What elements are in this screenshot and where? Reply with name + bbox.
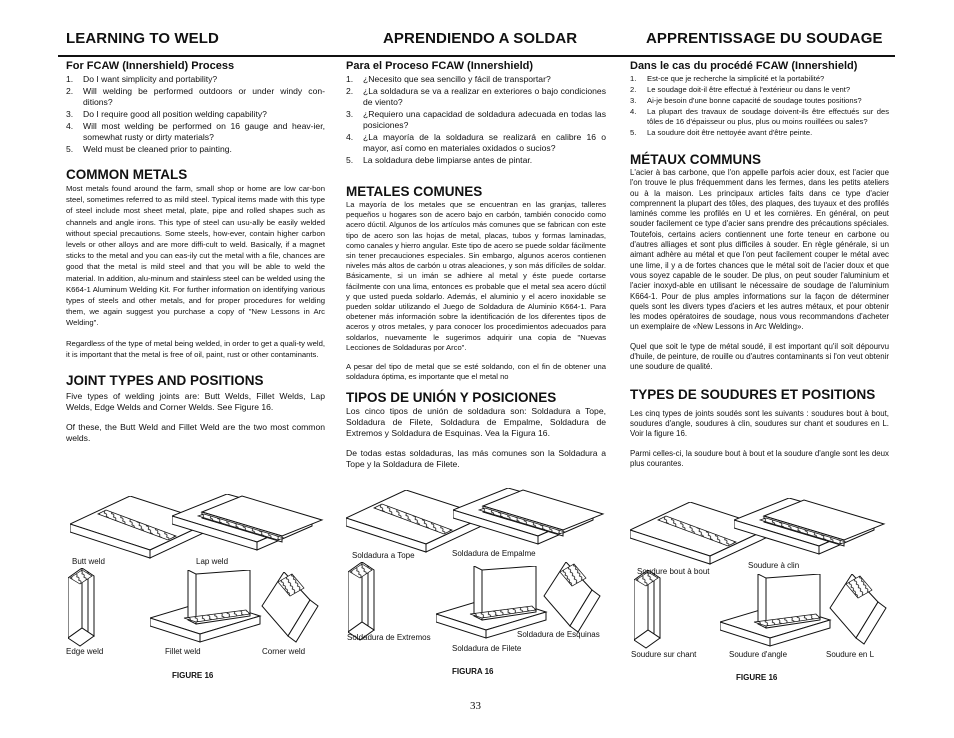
question-list: [66, 74, 325, 155]
fillet-weld-illustration: [150, 570, 262, 644]
question-list: [630, 74, 889, 138]
metals-paragraph: La mayoría de los metales que se encuentran en las granjas, talleres pequeños u hogares son de acero bajo en carbón, también conocido como acero dúctil. Algunos de los artículos más comunes que se fabrican con este tipo de acero son las hojas de metal, placas, tubos y formas laminadas, como canales y hierro angular. Este tipo de acero se puede soldar fácilmente sin tener precauciones especiales. Sin embargo, algunos aceros contienen niveles más altos de carbón u otras aleaciones, y son más difíciles de soldar. Básicamente, si un imán se adhiere al metal y éste puede cortarse fácilmente con una lima, entonces es probable que el metal sea acero dúctil y que usted pueda soldarlo. Además, el aluminio y el acero inoxidable se pueden soldar utilizando el Juego de Soldadura de Aluminio K664-1. Para obetener más información sobre la identificación de los diferentes tipos de aceros y otros metales, y para conocer los procedimientos adecuados para soldarlos, nuevamente le sugerimos adquirir una copia de "Nuevas Lecciones de Soldaduras por Arco".: [346, 200, 606, 352]
list-item: 5. Weld must be cleaned prior to painting.: [66, 144, 232, 154]
lap-weld-illustration: [453, 488, 608, 550]
joints-paragraph: Los cinco tipos de unión de soldadura son: Soldadura a Tope, Soldadura de Filete, Soldadura de Empalme, Soldadura de Extremos y Soldadura de Esquinas. Vea la Figura 16.: [346, 406, 606, 439]
fillet-weld-illustration: [720, 574, 832, 648]
metals-paragraph-2: A pesar del tipo de metal que se esté soldando, con el fin de obtener una soldadura óptima, es importante que el metal no: [346, 362, 606, 382]
figure-label: FIGURE 16: [172, 671, 214, 680]
joints-paragraph-2: De todas estas soldaduras, las más comunes son la Soldadura a Tope y la Soldadura de Filete.: [346, 448, 606, 470]
list-item: 1. Do I want simplicity and portability?: [66, 74, 218, 84]
section-title-metals: COMMON METALS: [66, 167, 188, 182]
corner-weld-illustration: [826, 574, 888, 646]
caption-corner: Soudure en L: [826, 650, 875, 659]
corner-weld-illustration: [258, 572, 320, 644]
caption-fillet: Soudure d'angle: [729, 650, 788, 659]
list-item: 3. Ai-je besoin d'une bonne capacité de soudage toutes positions?: [630, 96, 862, 105]
joints-paragraph: Five types of welding joints are: Butt Welds, Fillet Welds, Lap Welds, Edge Welds and Corner Welds. See Figure 16.: [66, 391, 325, 413]
column-english: [66, 58, 325, 444]
caption-lap: Soudure à clin: [748, 561, 800, 570]
caption-butt: Butt weld: [72, 557, 105, 566]
list-item: 4. ¿La mayoría de la soldadura se realizará en calibre 16 o mayor, así como en materiales oxidados o sucios?: [346, 132, 606, 153]
caption-corner: Corner weld: [262, 647, 306, 656]
column-french: [630, 58, 889, 469]
header-fr: APPRENTISSAGE DU SOUDAGE: [646, 30, 883, 47]
header-en: LEARNING TO WELD: [66, 30, 219, 47]
caption-corner: Soldadura de Esquinas: [517, 630, 600, 639]
page-number: 33: [470, 700, 481, 712]
metals-paragraph: Most metals found around the farm, small shop or home are low car-bon steel, sometimes referred to as mild steel. Typical items made with this type of steel include most sheet metal, plate, pipe and rolled shapes such as channels and angle irons. This type of steel can usu-ally be easily welded without special precautions. Some steels, how-ever, contain higher carbon levels or other alloys and are more diffi-cult to weld. Basically, if a magnet sticks to the metal and you can eas-ily cut the metal with a file, chances are good that the metal is mild steel and that you will be able to weld the material. In addition, alu-minum and stainless steel can be welded using the K664-1 Aluminum Welding Kit. For further information on identifying various types of steels and other metals, and for proper procedures for welding them, we again suggest you purchase a copy of "New Lessons in Arc Welding".: [66, 184, 325, 328]
caption-edge: Soldadura de Extremos: [347, 633, 431, 642]
caption-fillet: Soldadura de Filete: [452, 644, 522, 653]
header-rule: [58, 55, 895, 57]
edge-weld-illustration: [68, 568, 98, 648]
list-item: 2. ¿La soldadura se va a realizar en exteriores o bajo condiciones de viento?: [346, 86, 606, 107]
metals-paragraph: L'acier à bas carbone, que l'on appelle parfois acier doux, est l'acier que l'on trouve le plus fréquemment dans les fermes, dans les petits ateliers ou à la maison. Les principaux articles faits dans ce type d'acier comprennent la plupart des tôles, des plaques, des tuyaux et des profilés laminés comme les profilés en U et les cornières. En général, on peut souder facilement ce type d'acier sans prendre des précautions spéciales. Toutefois, certains aciers contiennent une forte teneur en carbone ou d'autres alliages et sont plus difficiles à souder. En règle générale, si un aimant adhère au métal et que l'on peut facilement couper le métal avec une lime, il y a de fortes chances que le métal soit de l'acier doux et que vous soyez capable de le souder. De plus, on peut souder l'aluminium et l'acier inoxyd-able en utilisant le nécessaire de soudage de l'aluminium K664-1. Pour de plus amples informations sur la façon de déterminer quels sont les divers types d'aciers et les autres métaux, et pour obtenir les modes opératoires de soudage, nous vous recommandons d'acheter un exemplaire de «New Lessons in Arc Welding».: [630, 168, 889, 332]
process-title: Dans le cas du procédé FCAW (Innershield): [630, 60, 858, 72]
list-item: 4. La plupart des travaux de soudage doivent-ils être effectués sur des tôles de 16 d'épaisseur ou plus, plus ou moins rouillées ou sales?: [630, 107, 889, 126]
edge-weld-illustration: [348, 562, 378, 642]
caption-butt: Soudure bout à bout: [637, 567, 710, 576]
list-item: 3. ¿Requiero una capacidad de soldadura adecuada en todas las posiciones?: [346, 109, 606, 130]
caption-fillet: Fillet weld: [165, 647, 201, 656]
edge-weld-illustration: [634, 570, 664, 650]
caption-edge: Soudure sur chant: [631, 650, 697, 659]
list-item: 5. La soldadura debe limpiarse antes de pintar.: [346, 155, 533, 165]
figure-label: FIGURA 16: [452, 667, 494, 676]
section-title-joints: JOINT TYPES AND POSITIONS: [66, 373, 264, 389]
column-spanish: [346, 58, 606, 470]
caption-edge: Edge weld: [66, 647, 104, 656]
joints-paragraph-2: Of these, the Butt Weld and Fillet Weld are the two most common welds.: [66, 422, 325, 444]
joints-paragraph: Les cinq types de joints soudés sont les suivants : soudures bout à bout, soudures d'angle, soudures à clin, soudures sur chant et soudures en L. Voir la figure 16.: [630, 408, 889, 439]
list-item: 4. Will most welding be performed on 16 gauge and heav-ier, somewhat rusty or dirty materials?: [66, 121, 325, 142]
metals-paragraph-2: Quel que soit le type de métal soudé, il est important qu'il soit dépourvu d'huile, de peinture, de rouille ou d'autres contaminants si l'on veut obtenir une soudure de qualité.: [630, 341, 889, 372]
lap-weld-illustration: [172, 494, 327, 556]
header-es: APRENDIENDO A SOLDAR: [383, 30, 578, 47]
list-item: 2. Will welding be performed outdoors or under windy con-ditions?: [66, 86, 325, 107]
process-title: Para el Proceso FCAW (Innershield): [346, 60, 534, 72]
section-title-metals: MÉTAUX COMMUNS: [630, 152, 761, 167]
list-item: 2. Le soudage doit-il être effectué à l'extérieur ou dans le vent?: [630, 85, 851, 94]
corner-weld-illustration: [540, 562, 602, 634]
section-title-metals: METALES COMUNES: [346, 184, 483, 199]
caption-lap: Soldadura de Empalme: [452, 549, 536, 558]
figure-label: FIGURE 16: [736, 673, 778, 682]
list-item: 3. Do I require good all position welding capability?: [66, 109, 267, 119]
lap-weld-illustration: [734, 498, 889, 560]
section-title-joints: TYPES DE SOUDURES ET POSITIONS: [630, 386, 876, 402]
metals-paragraph-2: Regardless of the type of metal being welded, in order to get a quali-ty weld, it is important that the metal is free of oil, paint, rust or other contaminants.: [66, 338, 325, 359]
caption-lap: Lap weld: [196, 557, 229, 566]
question-list: [346, 74, 606, 166]
list-item: 1. ¿Necesito que sea sencillo y fácil de transportar?: [346, 74, 551, 84]
joints-paragraph-2: Parmi celles-ci, la soudure bout à bout et la soudure d'angle sont les deux plus courantes.: [630, 448, 889, 468]
list-item: 1. Est-ce que je recherche la simplicité et la portabilité?: [630, 74, 825, 83]
section-title-joints: TIPOS DE UNIÓN Y POSICIONES: [346, 390, 557, 406]
list-item: 5. La soudure doit être nettoyée avant d'être peinte.: [630, 128, 813, 137]
fillet-weld-illustration: [436, 566, 548, 640]
process-title: For FCAW (Innershield) Process: [66, 60, 235, 72]
caption-butt: Soldadura a Tope: [352, 551, 415, 560]
